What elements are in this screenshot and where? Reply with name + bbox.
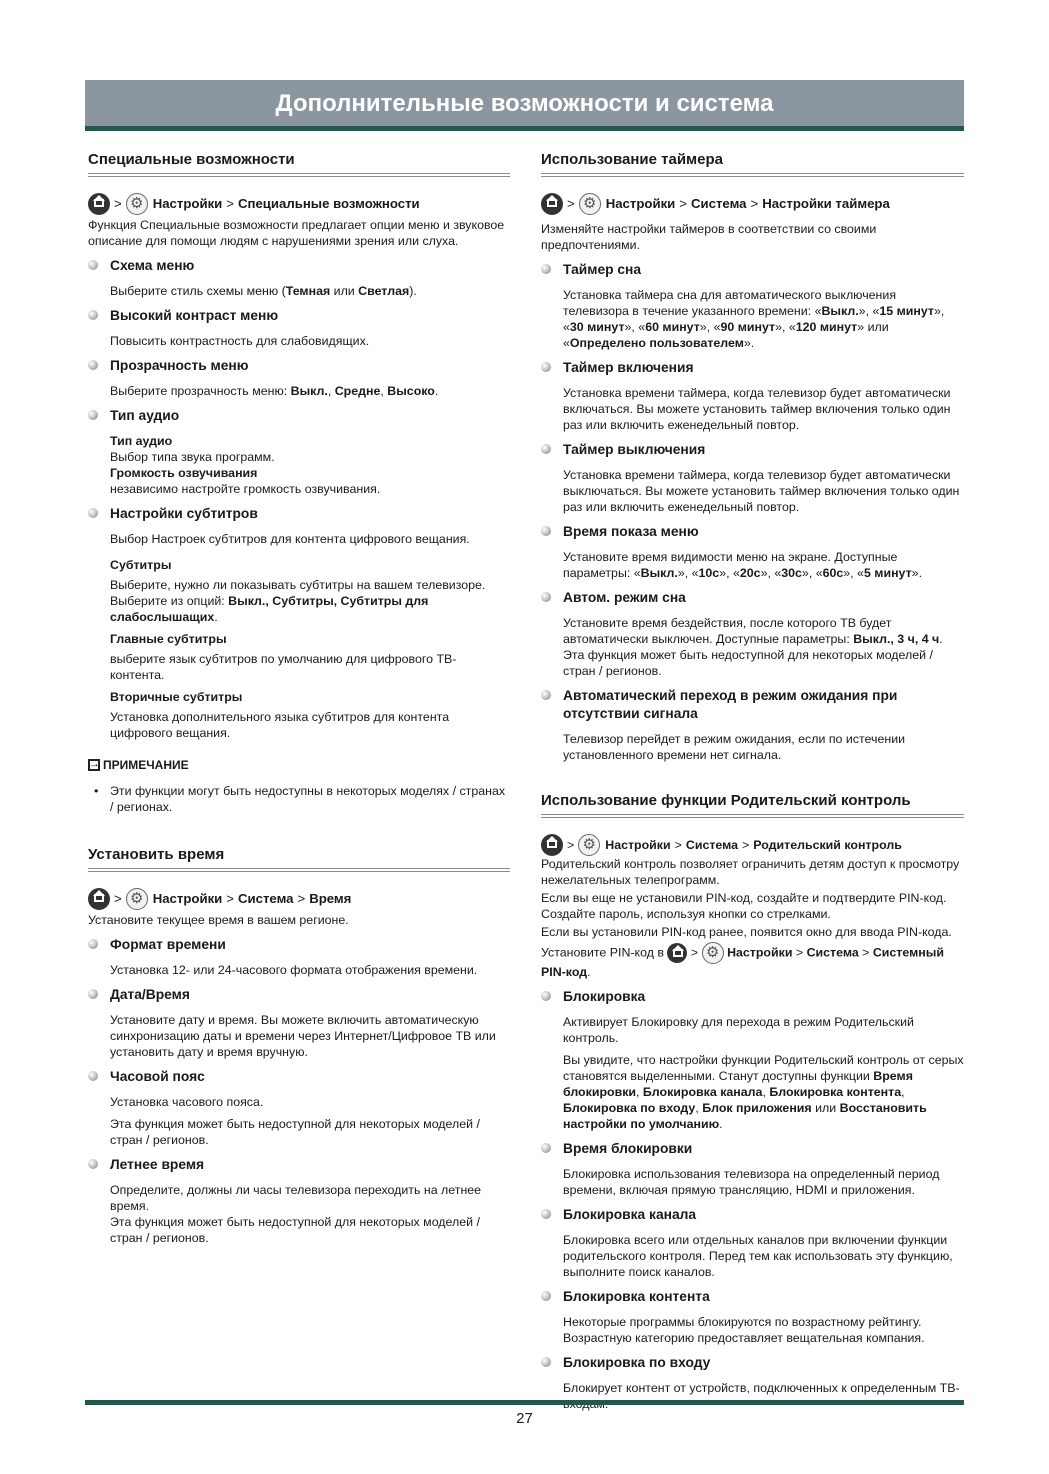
gear-icon (126, 888, 148, 910)
item-heading-content-lock: Блокировка контента (541, 1288, 964, 1306)
item-body: Установка часового пояса. Эта функция может быть недоступной для некоторых моделей / стран / регионов. (110, 1095, 480, 1147)
page-number: 27 (516, 1410, 533, 1427)
breadcrumb-time: > ⚙ Настройки > Система > Время (88, 888, 510, 910)
bullet-icon (88, 260, 98, 270)
item-body: Определите, должны ли часы телевизора переходить на летнее время. Эта функция может быть недоступной для некоторых моделей / стран / регионов. (110, 1183, 482, 1245)
bullet-icon (541, 264, 551, 274)
breadcrumb-timer: > ⚙ Настройки > Система > Настройки таймера (541, 193, 964, 215)
paragraph: Если вы установили PIN-код ранее, появится окно для ввода PIN-кода. (541, 925, 952, 939)
breadcrumb-parental: > ⚙ Настройки > Система > Родительский контроль (541, 834, 964, 856)
item-heading-date-time: Дата/Время (88, 986, 510, 1004)
item-heading-power-on-timer: Таймер включения (541, 359, 964, 377)
bullet-icon (541, 1291, 551, 1301)
gear-icon (579, 193, 601, 215)
paragraph: Изменяйте настройки таймеров в соответствии со своими предпочтениями. (541, 222, 877, 252)
item-body: Тип аудио Выбор типа звука программ. Громкость озвучивания независимо настройте громкость озвучивания. (110, 434, 381, 496)
paragraph: Родительский контроль позволяет ограничить детям доступ к просмотру нежелательных телепрограмм. (541, 857, 960, 887)
bullet-icon (88, 939, 98, 949)
home-icon (541, 193, 563, 215)
bullet-icon (88, 410, 98, 420)
item-heading-channel-lock: Блокировка канала (541, 1206, 964, 1224)
item-heading-transparency: Прозрачность меню (88, 357, 510, 375)
bullet-icon (541, 690, 551, 700)
item-heading-time-zone: Часовой пояс (88, 1068, 510, 1086)
paragraph: Функция Специальные возможности предлагает опции меню и звуковое описание для помощи людям с нарушениями зрения или слуха. (88, 218, 505, 248)
breadcrumb-part: Специальные возможности (237, 196, 420, 211)
bullet-icon (88, 360, 98, 370)
item-heading-auto-standby: Автоматический переход в режим ожидания при отсутствии сигнала (541, 687, 964, 723)
breadcrumb-part: Настройки (152, 196, 223, 211)
item-body: Блокировка использования телевизора на определенный период времени, включая прямую трансляцию, HDMI и приложения. (563, 1167, 940, 1197)
item-heading-dst: Летнее время (88, 1156, 510, 1174)
section-title-accessibility: Специальные возможности (88, 150, 510, 177)
footer-divider (85, 1400, 964, 1405)
gear-icon (702, 942, 724, 964)
item-body: Установка времени таймера, когда телевизор будет автоматически выключаться. Вы можете установить таймер включения только один раз или включить еженедельный повтор. (563, 468, 960, 514)
bullet-icon (541, 362, 551, 372)
item-heading-lock-time: Время блокировки (541, 1140, 964, 1158)
item-heading-auto-sleep: Автом. режим сна (541, 589, 964, 607)
item-body: Установите время бездействия, после которого ТВ будет автоматически выключен. Доступные параметры: Выкл., 3 ч, 4 ч. Эта функция может быть недоступной для некоторых моделей / стран / регионов. (563, 616, 943, 678)
bullet-icon (88, 1071, 98, 1081)
item-heading-menu-scheme: Схема меню (88, 257, 510, 275)
bullet-icon (88, 1159, 98, 1169)
item-body: Телевизор перейдет в режим ожидания, если по истечении установленного времени нет сигнала. (563, 732, 906, 762)
bullet-icon (541, 526, 551, 536)
home-icon (667, 943, 687, 963)
bullet-icon (541, 1209, 551, 1219)
bullet-icon (541, 592, 551, 602)
item-body: Установите дату и время. Вы можете включить автоматическую синхронизацию даты и времени через Интернет/Цифровое ТВ или установить дату и время вручную. (110, 1013, 496, 1059)
item-heading-sleep-timer: Таймер сна (541, 261, 964, 279)
item-body: Выберите прозрачность меню: Выкл., Средне, Высоко. (110, 384, 439, 398)
breadcrumb-accessibility: > ⚙ Настройки > Специальные возможности (88, 193, 510, 215)
item-body: Установка таймера сна для автоматического выключения телевизора в течение указанного времени: «Выкл.», «15 минут», «30 минут», «60 минут», «90 минут», «120 минут» или «Определено пользователем». (563, 288, 945, 350)
item-body: Повысить контрастность для слабовидящих. (110, 334, 370, 348)
bullet-icon (541, 1143, 551, 1153)
item-body: Активирует Блокировку для перехода в режим Родительский контроль. Вы увидите, что настройки функции Родительский контроль от серых становятся выделенными. Станут доступны функции Время блокировки, Блокировка канала, Блокировка контента, Блокировка по входу, Блок приложения или Восстановить настройки по умолчанию. (563, 1015, 964, 1131)
gear-icon (578, 834, 600, 856)
item-body: Выбор Настроек субтитров для контента цифрового вещания. Субтитры Выберите, нужно ли показывать субтитры на вашем телевизоре. Выберите из опций: Выкл., Субтитры, Субтитры для слабослышащих. Главные субтитры выберите язык субтитров по умолчанию для цифрового ТВ-контента. Вторичные субтитры Установка дополнительного языка субтитров для контента цифрового вещания. (110, 532, 486, 740)
paragraph: Установите PIN-код в > ⚙ Настройки > Система > Системный PIN-код. (541, 942, 964, 980)
item-heading-lock: Блокировка (541, 988, 964, 1006)
bullet-icon (541, 991, 551, 1001)
paragraph: Если вы еще не установили PIN-код, создайте и подтвердите PIN-код. Создайте пароль, используя кнопки со стрелками. (541, 891, 947, 921)
section-title-parental: Использование функции Родительский контроль (541, 791, 964, 818)
page-banner-title: Дополнительные возможности и система (85, 80, 964, 131)
item-heading-audio: Тип аудио (88, 407, 510, 425)
bullet-icon (88, 310, 98, 320)
item-heading-subtitles: Настройки субтитров (88, 505, 510, 523)
item-body: Установка 12- или 24-часового формата отображения времени. (110, 963, 478, 977)
section-title-time: Установить время (88, 845, 510, 872)
item-body: Некоторые программы блокируются по возрастному рейтингу. Возрастную категорию предоставляет вещательная компания. (563, 1315, 925, 1345)
home-icon (541, 834, 563, 856)
item-heading-menu-time: Время показа меню (541, 523, 964, 541)
gear-icon (126, 193, 148, 215)
bullet-icon (88, 508, 98, 518)
item-body: Установка времени таймера, когда телевизор будет автоматически включаться. Вы можете установить таймер включения только один раз или включить еженедельный повтор. (563, 386, 951, 432)
right-column (541, 150, 964, 1420)
item-heading-time-format: Формат времени (88, 936, 510, 954)
item-body: Блокирует контент от устройств, подключенных к определенным ТВ- (563, 1381, 960, 1395)
note-heading: → ПРИМЕЧАНИЕ (88, 757, 510, 773)
paragraph: Установите текущее время в вашем регионе. (88, 913, 349, 927)
note-icon (88, 759, 100, 771)
left-column (88, 150, 510, 1254)
item-heading-contrast: Высокий контраст меню (88, 307, 510, 325)
home-icon (88, 193, 110, 215)
item-heading-power-off-timer: Таймер выключения (541, 441, 964, 459)
bullet-icon (541, 444, 551, 454)
home-icon (88, 888, 110, 910)
note-item: • Эти функции могут быть недоступны в некоторых моделях / странах / регионах. (88, 783, 510, 815)
bullet-icon (88, 989, 98, 999)
item-heading-input-lock: Блокировка по входу (541, 1354, 964, 1372)
section-title-timer: Использование таймера (541, 150, 964, 177)
item-body: Выберите стиль схемы меню (Темная или Светлая). (110, 284, 417, 298)
item-body: Блокировка всего или отдельных каналов при включении функции родительского контроля. Перед тем как использовать эту функцию, выполните поиск каналов. (563, 1233, 953, 1279)
bullet-icon (541, 1357, 551, 1367)
item-body: Установите время видимости меню на экране. Доступные параметры: «Выкл.», «10с», «20с», «30с», «60с», «5 минут». (563, 550, 923, 580)
